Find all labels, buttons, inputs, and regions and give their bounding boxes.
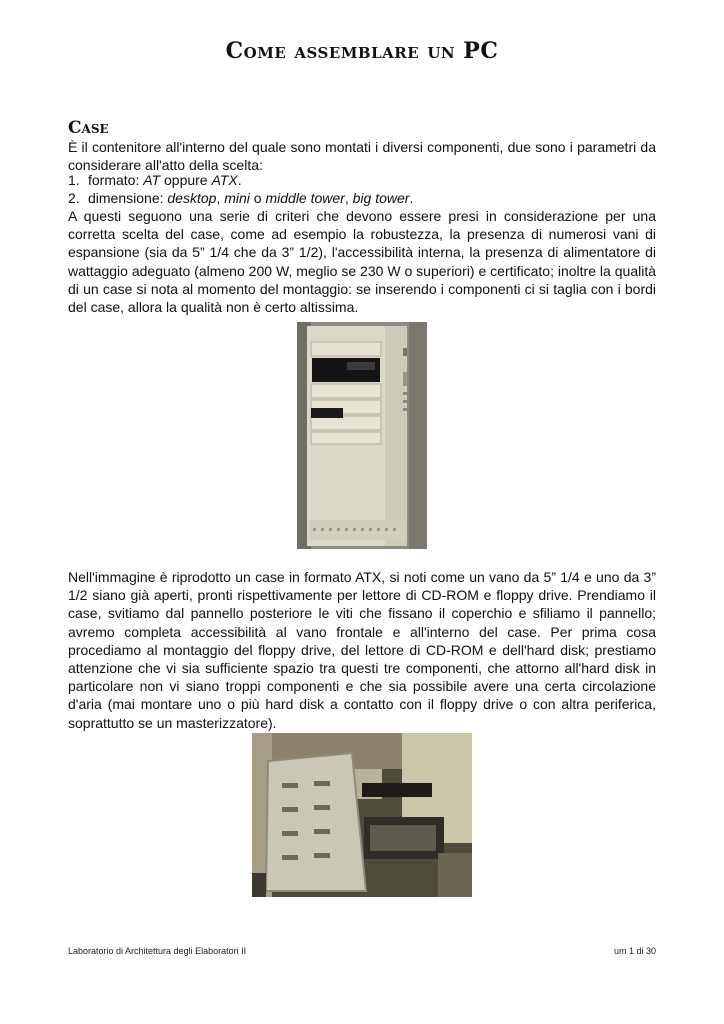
- footer-page-number: um 1 di 30: [613, 946, 656, 956]
- intro-paragraph: È il contenitore all'interno del quale sono montati i diversi componenti, due sono i parametri da considerare all'atto della scelta:: [68, 139, 656, 174]
- criteria-list: [68, 171, 656, 207]
- drive-bay-photo: [252, 733, 472, 897]
- section-heading: Case: [68, 118, 109, 138]
- list-item: 1. formato: AT oppure ATX.: [68, 172, 242, 188]
- footer-course: Laboratorio di Architettura degli Elaboratori II: [68, 946, 247, 956]
- criteria-paragraph: A questi seguono una serie di criteri che devono essere presi in considerazione per una corretta scelta del case, come ad esempio la robustezza, la presenza di numerosi vani di espansione (sia da 5” 1/4 che da 3” 1/2), l'accessibilità interna, la presenza di alimentatore di wattaggio adeguato (almeno 200 W, meglio se 230 W o superiori) e certificato; inoltre la qualità di un case si nota al momento del montaggio: se inserendo i componenti ci si taglia con i bordi del case, allora la qualità non è certo altissima.: [68, 208, 656, 316]
- atx-case-photo: [297, 322, 427, 549]
- assembly-paragraph: Nell'immagine è riprodotto un case in formato ATX, si noti come un vano da 5” 1/4 e uno da 3” 1/2 siano già aperti, pronti rispettivamente per lettore di CD-ROM e floppy drive. Prendiamo il case, svitiamo dal pannello posteriore le viti che fissano il coperchio e sfiliamo il pannello; avremo completa accessibilità al vano frontale e all'interno del case. Per prima cosa procediamo al montaggio del floppy drive, del lettore di CD-ROM e dell'hard disk; prestiamo attenzione che vi sia sufficiente spazio tra questi tre componenti, che attorno all'hard disk in particolare non vi siano troppi componenti e che sia possibile avere una certa circolazione d'aria (mai montare uno o più hard disk a contatto con il floppy drive o con altra periferica, soprattutto se un masterizzatore).: [68, 569, 656, 731]
- list-item: 2. dimensione: desktop, mini o middle tower, big tower.: [68, 190, 414, 206]
- page-title: Come assemblare un PC: [225, 38, 499, 64]
